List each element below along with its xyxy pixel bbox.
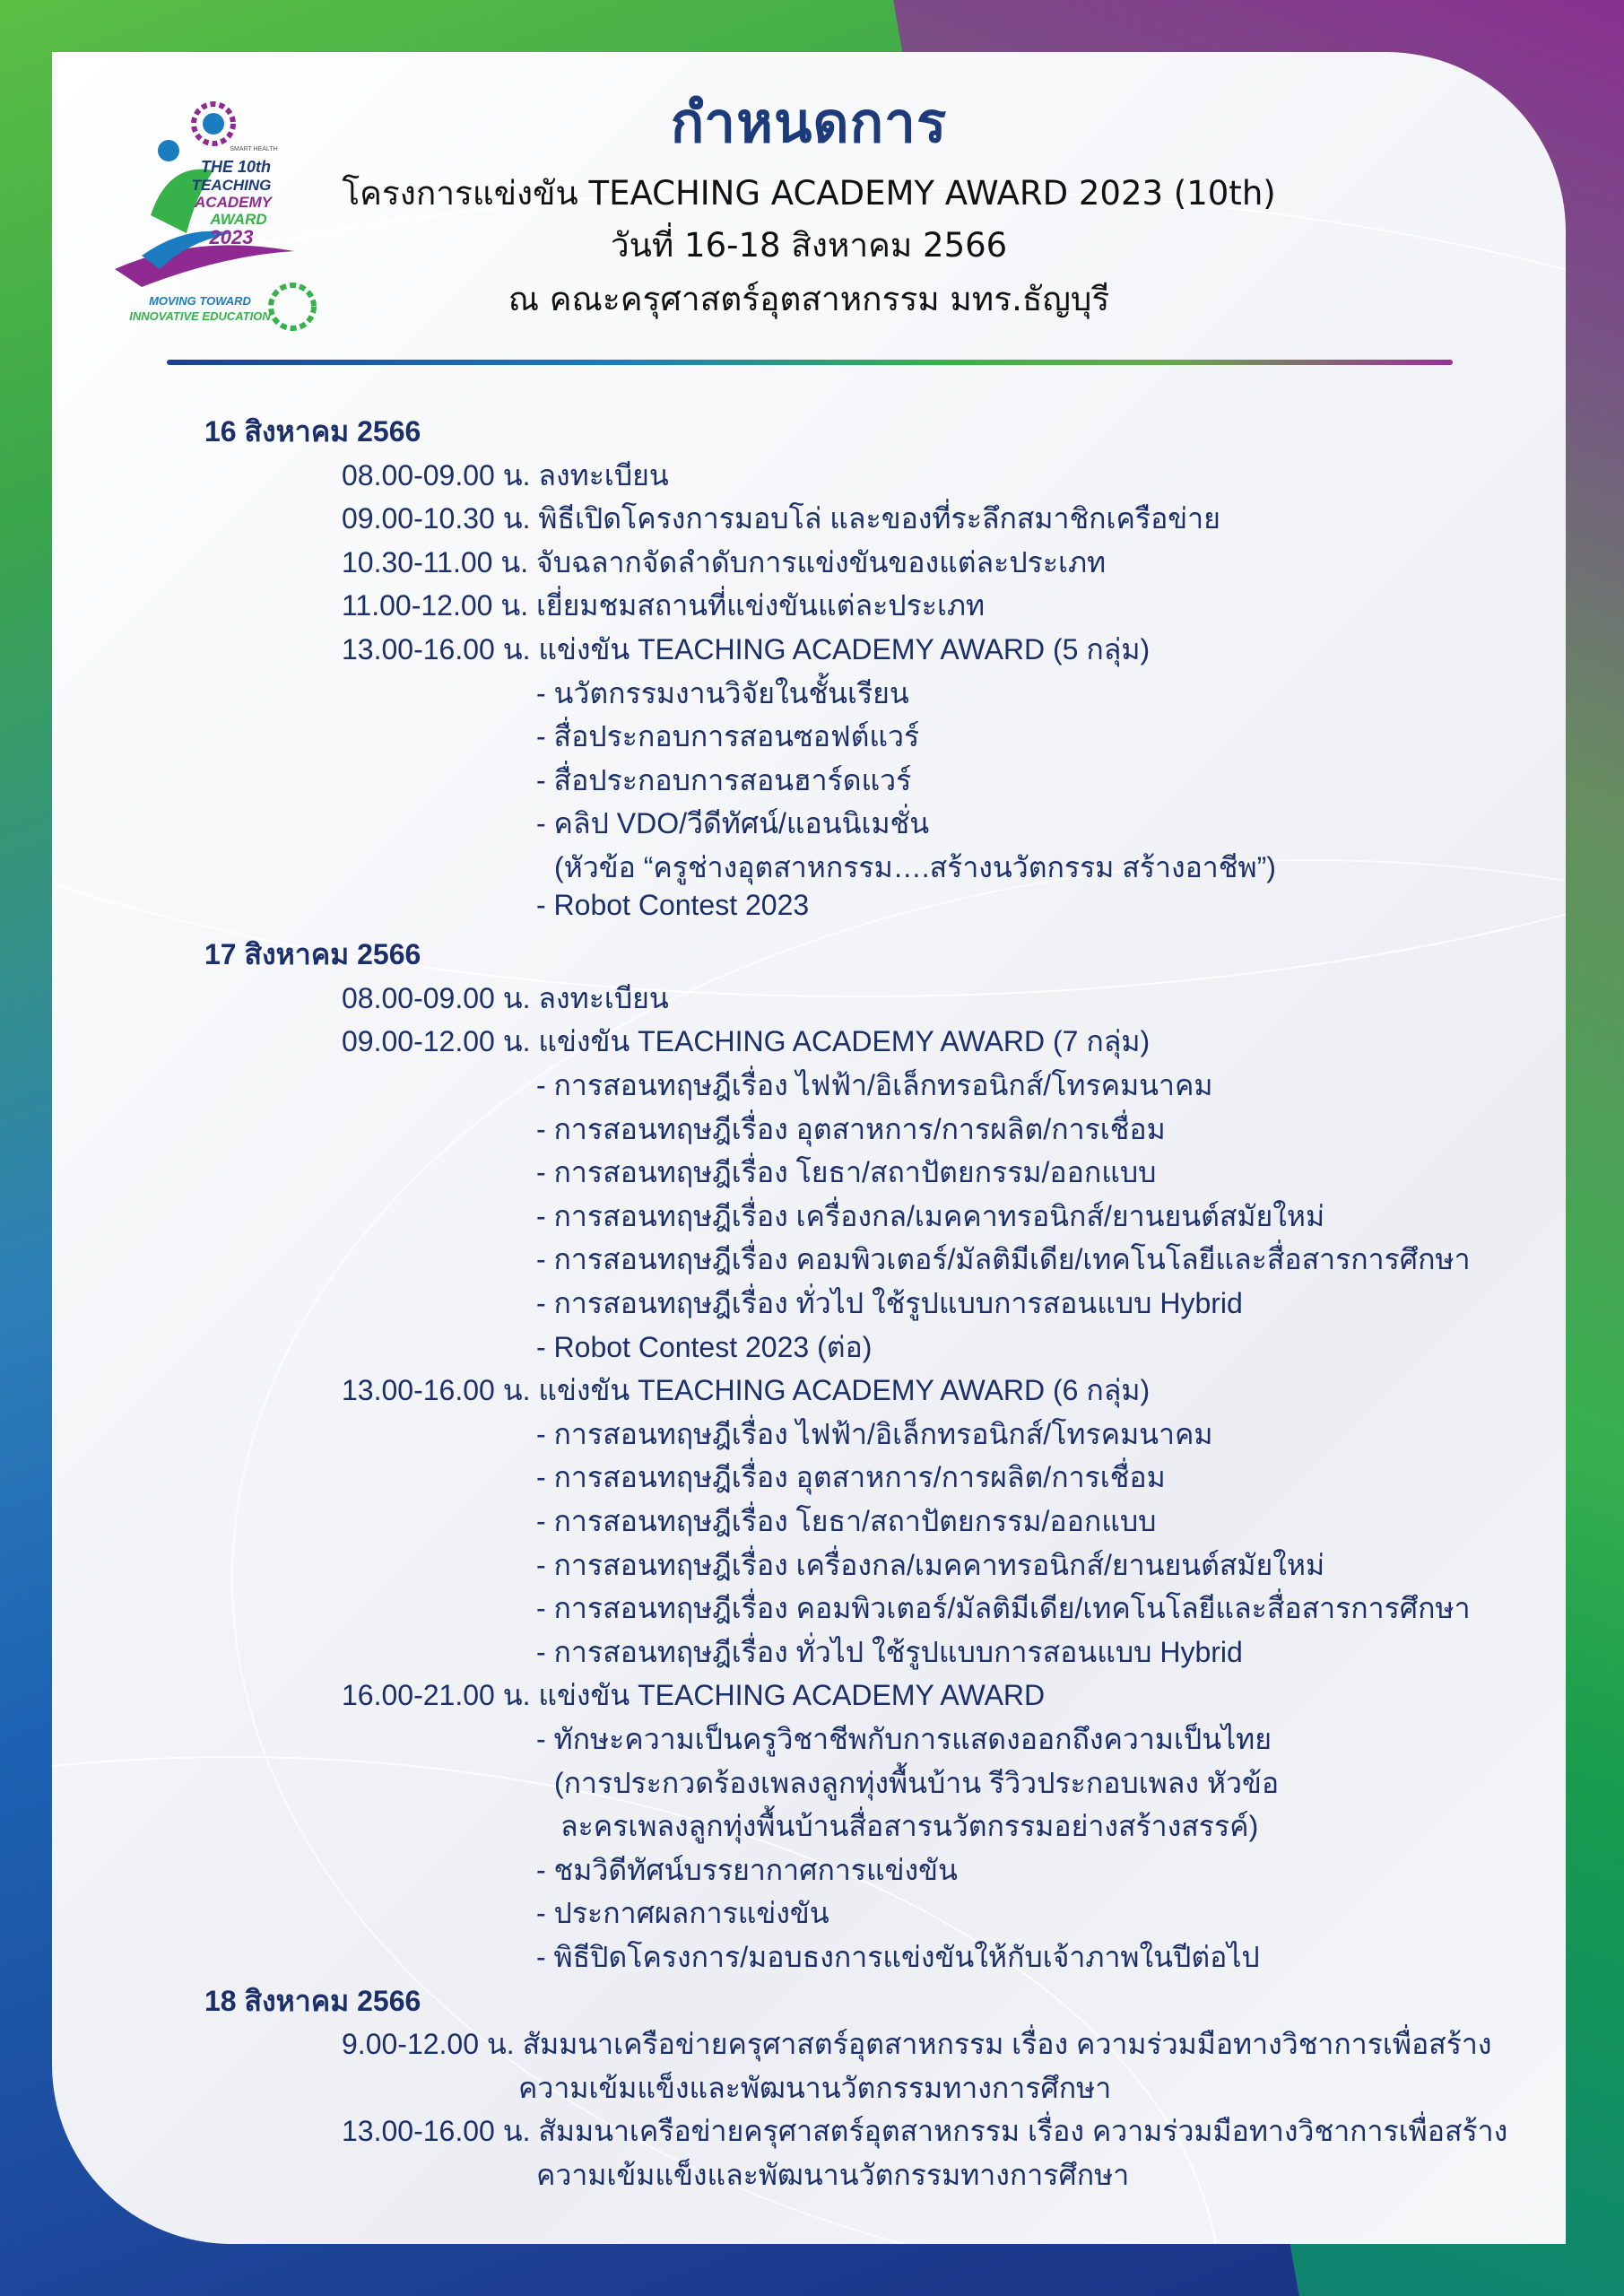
- list-item: - พิธีปิดโครงการ/มอบธงการแข่งขันให้กับเจ้าภาพในปีต่อไป: [536, 1941, 1260, 1973]
- time-slot: 11.00-12.00 น. เยี่ยมชมสถานที่แข่งขันแต่ละประเภท: [342, 589, 986, 622]
- list-item: - สื่อประกอบการสอนฮาร์ดแวร์: [536, 763, 912, 796]
- time-slot: 08.00-09.00 น. ลงทะเบียน: [342, 981, 669, 1014]
- list-item: - การสอนทฤษฎีเรื่อง เครื่องกล/เมคคาทรอนิกส์/ยานยนต์สมัยใหม่: [536, 1548, 1325, 1581]
- svg-text:SMART HEALTH: SMART HEALTH: [230, 146, 278, 152]
- list-item: - ประกาศผลการแข่งขัน: [536, 1897, 829, 1930]
- list-item: - การสอนทฤษฎีเรื่อง โยธา/สถาปัตยกรรม/ออกแบบ: [536, 1156, 1157, 1189]
- list-item: ความเข้มแข็งและพัฒนานวัตกรรมทางการศึกษา: [518, 2071, 1112, 2104]
- logo-line-4: AWARD: [210, 211, 267, 228]
- event-venue: ณ คณะครุศาสตร์อุตสาหกรรม มทร.ธัญบุรี: [508, 280, 1110, 318]
- page-title: กำหนดการ: [670, 90, 948, 155]
- logo-tagline-1: MOVING TOWARD: [149, 294, 251, 308]
- time-slot: 16.00-21.00 น. แข่งขัน TEACHING ACADEMY AWARD: [342, 1679, 1046, 1712]
- header-divider: [167, 360, 1453, 365]
- day-heading: 16 สิงหาคม 2566: [204, 415, 421, 448]
- list-item: - การสอนทฤษฎีเรื่อง ไฟฟ้า/อิเล็กทรอนิกส์/โทรคมนาคม: [536, 1417, 1213, 1450]
- list-item: - คลิป VDO/วีดีทัศน์/แอนนิเมชั่น: [536, 807, 930, 840]
- time-slot: 08.00-09.00 น. ลงทะเบียน: [342, 458, 669, 491]
- logo-tagline-2: INNOVATIVE EDUCATION: [129, 309, 271, 323]
- logo-line-2: TEACHING: [191, 177, 272, 194]
- list-item: - Robot Contest 2023: [536, 888, 810, 921]
- logo-line-1: THE 10th: [200, 158, 272, 176]
- list-item: - Robot Contest 2023 (ต่อ): [536, 1330, 873, 1363]
- time-slot: 13.00-16.00 น. แข่งขัน TEACHING ACADEMY AWARD (5 กลุ่ม): [342, 633, 1151, 665]
- list-item: ความเข้มแข็งและพัฒนานวัตกรรมทางการศึกษา: [536, 2159, 1130, 2191]
- time-slot: 13.00-16.00 น. แข่งขัน TEACHING ACADEMY AWARD (6 กลุ่ม): [342, 1374, 1151, 1407]
- list-item: - การสอนทฤษฎีเรื่อง อุตสาหการ/การผลิต/การเชื่อม: [536, 1112, 1166, 1145]
- list-item: - สื่อประกอบการสอนซอฟต์แวร์: [536, 720, 920, 753]
- day-heading: 18 สิงหาคม 2566: [204, 1984, 421, 2017]
- list-item: - การสอนทฤษฎีเรื่อง ทั่วไป ใช้รูปแบบการสอนแบบ Hybrid: [536, 1287, 1243, 1319]
- list-item: - ชมวิดีทัศน์บรรยากาศการแข่งขัน: [536, 1853, 958, 1886]
- list-item: - การสอนทฤษฎีเรื่อง ทั่วไป ใช้รูปแบบการสอนแบบ Hybrid: [536, 1635, 1243, 1668]
- time-slot: 9.00-12.00 น. สัมมนาเครือข่ายครุศาสตร์อุตสาหกรรม เรื่อง ความร่วมมือทางวิชาการเพื่อสร้าง: [342, 2028, 1492, 2061]
- time-slot: 09.00-12.00 น. แข่งขัน TEACHING ACADEMY AWARD (7 กลุ่ม): [342, 1025, 1151, 1058]
- list-item: - การสอนทฤษฎีเรื่อง คอมพิวเตอร์/มัลติมีเดีย/เทคโนโลยีและสื่อสารการศึกษา: [536, 1243, 1471, 1276]
- schedule-card: [52, 52, 1566, 2244]
- event-date: วันที่ 16-18 สิงหาคม 2566: [610, 226, 1008, 265]
- logo-line-5: 2023: [209, 226, 254, 248]
- time-slot: 10.30-11.00 น. จับฉลากจัดลำดับการแข่งขันของแต่ละประเภท: [342, 545, 1107, 578]
- list-item: - การสอนทฤษฎีเรื่อง อุตสาหการ/การผลิต/การเชื่อม: [536, 1461, 1166, 1494]
- list-item: - การสอนทฤษฎีเรื่อง โยธา/สถาปัตยกรรม/ออกแบบ: [536, 1505, 1157, 1537]
- list-item: - การสอนทฤษฎีเรื่อง เครื่องกล/เมคคาทรอนิกส์/ยานยนต์สมัยใหม่: [536, 1199, 1325, 1232]
- event-title: โครงการแข่งขัน TEACHING ACADEMY AWARD 2023 (10th): [342, 174, 1276, 213]
- list-item: ละครเพลงลูกทุ่งพื้นบ้านสื่อสารนวัตกรรมอย่างสร้างสรรค์): [560, 1810, 1259, 1843]
- logo-line-3: ACADEMY: [195, 194, 272, 211]
- time-slot: 13.00-16.00 น. สัมมนาเครือข่ายครุศาสตร์อุตสาหกรรม เรื่อง ความร่วมมือทางวิชาการเพื่อสร้าง: [342, 2115, 1508, 2148]
- list-item: - การสอนทฤษฎีเรื่อง ไฟฟ้า/อิเล็กทรอนิกส์/โทรคมนาคม: [536, 1069, 1213, 1101]
- time-slot: 09.00-10.30 น. พิธีเปิดโครงการมอบโล่ และของที่ระลึกสมาชิกเครือข่าย: [342, 502, 1220, 535]
- day-heading: 17 สิงหาคม 2566: [204, 938, 421, 971]
- list-item: (หัวข้อ “ครูช่างอุตสาหกรรม….สร้างนวัตกรรม สร้างอาชีพ”): [554, 851, 1276, 883]
- list-item: - การสอนทฤษฎีเรื่อง คอมพิวเตอร์/มัลติมีเดีย/เทคโนโลยีและสื่อสารการศึกษา: [536, 1592, 1471, 1625]
- list-item: - ทักษะความเป็นครูวิชาชีพกับการแสดงออกถึงความเป็นไทย: [536, 1723, 1272, 1755]
- list-item: (การประกวดร้องเพลงลูกทุ่งพื้นบ้าน รีวิวประกอบเพลง หัวข้อ: [554, 1766, 1280, 1799]
- list-item: - นวัตกรรมงานวิจัยในชั้นเรียน: [536, 676, 909, 709]
